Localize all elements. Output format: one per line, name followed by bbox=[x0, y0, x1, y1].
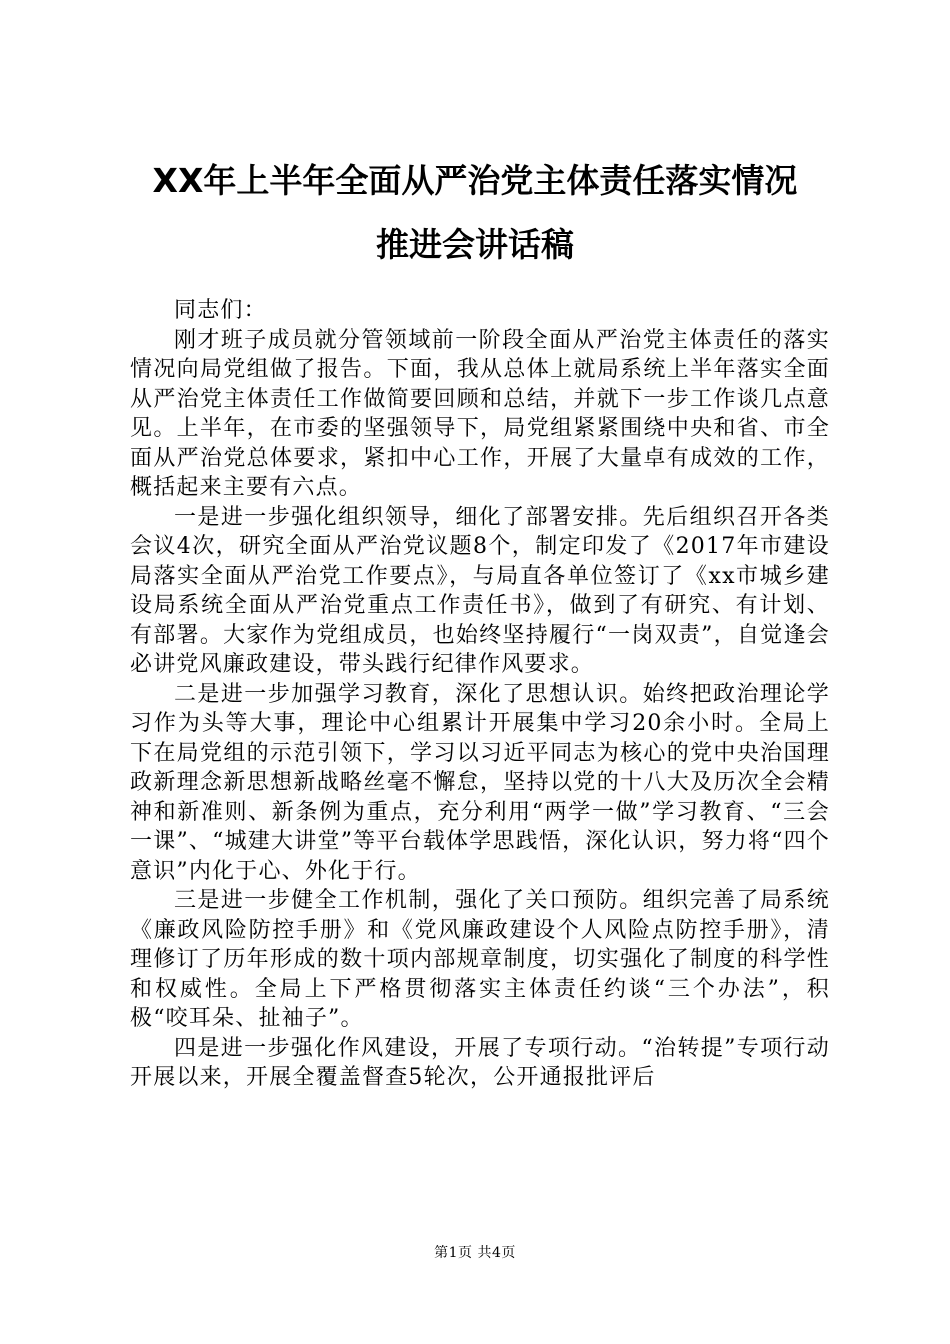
document-title-line-1: XX年上半年全面从严治党主体责任落实情况 bbox=[152, 161, 798, 200]
paragraph-intro: 刚才班子成员就分管领域前一阶段全面从严治党主体责任的落实情况向局党组做了报告。下面，我从总体上就局系统上半年落实全面从严治党主体责任工作做简要回顾和总结，并就下一步工作谈几点意见。上半年，在市委的坚强领导下，局党组紧紧围绕中央和省、市全面从严治党总体要求，紧扣中心工作，开展了大量卓有成效的工作，概括起来主要有六点。 bbox=[130, 327, 830, 500]
greeting: 同志们： bbox=[174, 298, 267, 323]
paragraph-point-1: 一是进一步强化组织领导，细化了部署安排。先后组织召开各类会议4次，研究全面从严治党议题8个，制定印发了《2017年市建设局落实全面从严治党工作要点》，与局直各单位签订了《xx市城乡建设局系统全面从严治党重点工作责任书》，做到了有研究、有计划、有部署。大家作为党组成员，也始终坚持履行“一岗双责”，自觉逢会必讲党风廉政建设，带头践行纪律作风要求。 bbox=[130, 504, 830, 677]
paragraph-point-2: 二是进一步加强学习教育，深化了思想认识。始终把政治理论学习作为头等大事，理论中心组累计开展集中学习20余小时。全局上下在局党组的示范引领下，学习以习近平同志为核心的党中央治国理政新理念新思想新战略丝毫不懈怠，坚持以党的十八大及历次全会精神和新准则、新条例为重点，充分利用“两学一做”学习教育、“三会一课”、“城建大讲堂”等平台载体学思践悟，深化认识，努力将“四个意识”内化于心、外化于行。 bbox=[130, 681, 830, 884]
page-number-footer: 第1页 共4页 bbox=[434, 1245, 516, 1261]
paragraph-point-4: 四是进一步强化作风建设，开展了专项行动。“治转提”专项行动开展以来，开展全覆盖督查5轮次，公开通报批评后 bbox=[130, 1035, 830, 1090]
document-title-line-2: 推进会讲话稿 bbox=[376, 225, 574, 264]
document-body bbox=[130, 296, 830, 1093]
paragraph-point-3: 三是进一步健全工作机制，强化了关口预防。组织完善了局系统《廉政风险防控手册》和《党风廉政建设个人风险点防控手册》，清理修订了历年形成的数十项内部规章制度，切实强化了制度的科学性和权威性。全局上下严格贯彻落实主体责任约谈“三个办法”，积极“咬耳朵、扯袖子”。 bbox=[130, 888, 830, 1031]
